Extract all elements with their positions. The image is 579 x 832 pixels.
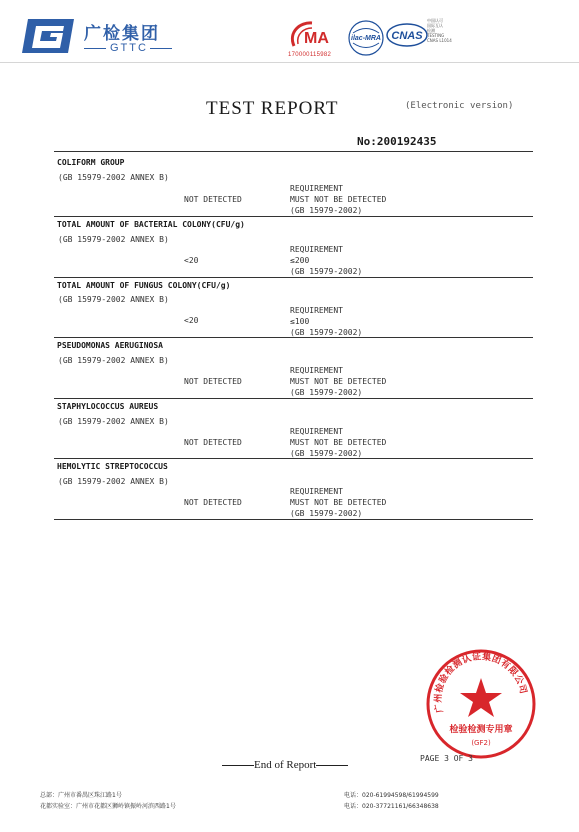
requirement: REQUIREMENT MUST NOT BE DETECTED (GB 15979-2002): [290, 184, 387, 215]
seal-purpose-text: 检验检测专用章: [449, 725, 513, 735]
report-number: No:200192435: [357, 135, 437, 148]
gttc-logo-icon: [20, 17, 76, 55]
test-method: (GB 15979-2002 ANNEX B): [58, 356, 169, 365]
section-divider: [54, 216, 533, 217]
section-divider: [54, 519, 533, 520]
test-method: (GB 15979-2002 ANNEX B): [58, 477, 169, 486]
company-name-en: GTTC: [110, 42, 148, 54]
test-item-name: TOTAL AMOUNT OF FUNGUS COLONY(CFU/g): [57, 281, 231, 290]
report-subtitle: (Electronic version): [405, 101, 514, 111]
cma-text: MA: [304, 30, 329, 47]
footer-lab-address: 花都实验室：广州市花都区狮岭镇振岭河滨西路1号: [40, 803, 176, 810]
test-result: NOT DETECTED: [184, 195, 242, 204]
requirement: REQUIREMENT MUST NOT BE DETECTED (GB 15979-2002): [290, 487, 387, 518]
test-result: NOT DETECTED: [184, 438, 242, 447]
logo-divider: [150, 48, 172, 49]
test-method: (GB 15979-2002 ANNEX B): [58, 173, 169, 182]
report-title: TEST REPORT: [206, 98, 339, 119]
test-item-name: STAPHYLOCOCCUS AUREUS: [57, 402, 159, 411]
test-item-name: COLIFORM GROUP: [57, 158, 125, 167]
section-divider: [54, 337, 533, 338]
section-divider: [54, 151, 533, 152]
ilac-text: ilac-MRA: [351, 35, 381, 42]
logo-divider: [84, 48, 106, 49]
test-method: (GB 15979-2002 ANNEX B): [58, 417, 169, 426]
footer-phone-1: 电话：020-61994598/61994599: [344, 792, 439, 799]
section-divider: [54, 277, 533, 278]
seal-company-text: 广州检验检测认证集团有限公司: [433, 652, 528, 714]
cnas-text: CNAS: [391, 30, 423, 42]
seal-code-text: (GF2): [471, 739, 491, 747]
test-result: NOT DETECTED: [184, 377, 242, 386]
company-name-cn: 广检集团: [84, 24, 160, 44]
test-item-name: TOTAL AMOUNT OF BACTERIAL COLONY(CFU/g): [57, 220, 245, 229]
test-result: NOT DETECTED: [184, 498, 242, 507]
test-result: <20: [184, 316, 199, 325]
test-method: (GB 15979-2002 ANNEX B): [58, 235, 169, 244]
page-number: PAGE 3 OF 3: [420, 754, 473, 763]
section-divider: [54, 458, 533, 459]
test-result: <20: [184, 256, 199, 265]
footer-hq-address: 总部：广州市番禺区珠江路1号: [40, 792, 122, 799]
requirement: REQUIREMENT ≤200 (GB 15979-2002): [290, 245, 363, 276]
section-divider: [54, 398, 533, 399]
cnas-mark-icon: [386, 20, 428, 50]
cma-mark-icon: [290, 20, 334, 50]
cma-number: 170000115982: [288, 52, 332, 58]
test-item-name: PSEUDOMONAS AERUGINOSA: [57, 341, 163, 350]
cnas-caption: 中国认可 国际互认 检测 TESTING CNAS L1014: [427, 18, 452, 43]
header-divider: [0, 62, 579, 63]
test-item-name: HEMOLYTIC STREPTOCOCCUS: [57, 462, 168, 471]
test-method: (GB 15979-2002 ANNEX B): [58, 295, 169, 304]
requirement: REQUIREMENT MUST NOT BE DETECTED (GB 15979-2002): [290, 366, 387, 397]
ilac-mra-icon: [347, 19, 385, 57]
requirement: REQUIREMENT MUST NOT BE DETECTED (GB 15979-2002): [290, 427, 387, 458]
end-of-report: End of Report: [222, 759, 348, 771]
requirement: REQUIREMENT ≤100 (GB 15979-2002): [290, 306, 363, 337]
official-seal-icon: [425, 648, 537, 760]
footer-phone-2: 电话：020-37721161/66348638: [344, 803, 439, 810]
